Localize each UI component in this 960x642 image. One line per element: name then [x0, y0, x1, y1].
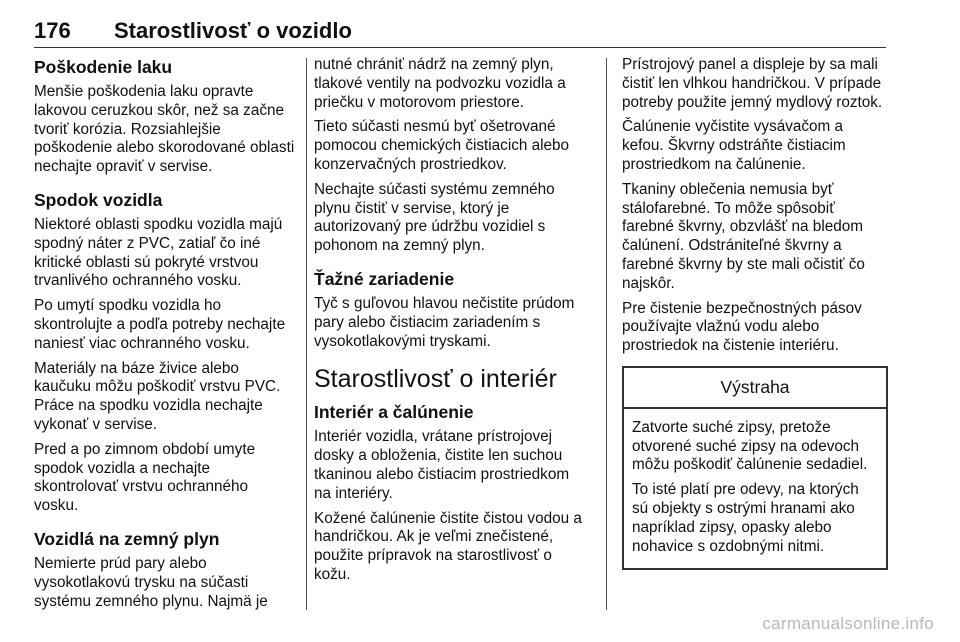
heading-interior-upholstery: Interiér a čalúnenie: [314, 402, 474, 423]
page-header: [34, 16, 886, 48]
paragraph: To isté platí pre odevy, na ktorých sú objekty s ostrými hranami ako napríklad zipsy, opasky alebo nohavice s ozdobnými nitmi.: [632, 481, 859, 555]
paragraph: Menšie poškodenia laku opravte lakovou ceruzkou skôr, než sa začne tvoriť korózia. Rozsiahlejšie poškodenie alebo skorodované oblasti nechajte opraviť v servise.: [34, 83, 295, 176]
page-number: 176: [34, 18, 71, 43]
heading-paint-damage: Poškodenie laku: [34, 57, 173, 77]
paragraph: Po umytí spodku vozidla ho skontrolujte a podľa potreby nechajte naniesť viac ochranného vosku.: [34, 297, 286, 352]
paragraph: Pre čistenie bezpečnostných pásov používajte vlažnú vodu alebo prostriedok na čistenie interiéru.: [622, 299, 862, 355]
chapter-title: Starostlivosť o vozidlo: [114, 18, 352, 43]
heading-underbody: Spodok vozidla: [34, 189, 163, 210]
paragraph: Nechajte súčasti systému zemného plynu čistiť v servise, ktorý je autorizovaný pre údržbu vozidiel s pohonom na zemný plyn.: [314, 180, 555, 255]
column-divider: [606, 58, 607, 610]
section-heading-interior-care: Starostlivosť o interiér: [314, 365, 557, 394]
warning-title: Výstraha: [624, 368, 886, 409]
watermark: carmanualsonline.info: [762, 614, 934, 633]
paragraph: nutné chrániť nádrž na zemný plyn, tlakové ventily na podvozku vozidla a priečku v motorovom priestore.: [314, 56, 566, 111]
paragraph: Nemierte prúd pary alebo vysokotlakovú trysku na súčasti systému zemného plynu. Najmä je: [34, 554, 268, 610]
paragraph: Materiály na báze živice alebo kaučuku môžu poškodiť vrstvu PVC. Práce na spodku vozidla nechajte vykonať v servise.: [34, 359, 281, 433]
column-divider: [306, 58, 307, 610]
paragraph: Zatvorte suché zipsy, pretože otvorené suché zipsy na odevoch môžu poškodiť čalúnenie sedadiel.: [632, 418, 868, 474]
paragraph: Tyč s guľovou hlavou nečistite prúdom pary alebo čistiacim zariadením s vysokotlakovými tryskami.: [314, 294, 575, 350]
paragraph: Prístrojový panel a displeje by sa mali čistiť len vlhkou handričkou. V prípade potreby použite jemný mydlový roztok.: [622, 56, 883, 111]
paragraph: Pred a po zimnom období umyte spodok vozidla a nechajte skontrolovať vrstvu ochranného vosku.: [34, 440, 256, 515]
paragraph: Interiér vozidla, vrátane prístrojovej dosky a obloženia, čistite len suchou tkaninou alebo čistiacim prostriedkom na interiéry.: [314, 428, 570, 502]
paragraph: Kožené čalúnenie čistite čistou vodou a handričkou. Ak je veľmi znečistené, použite prípravok na starostlivosť o kožu.: [314, 509, 582, 583]
column-2: [314, 56, 590, 591]
column-3: [622, 56, 888, 570]
paragraph: Tieto súčasti nesmú byť ošetrované pomocou chemických čistiacich alebo konzervačných prostriedkov.: [314, 118, 570, 173]
paragraph: Tkaniny oblečenia nemusia byť stálofarebné. To môže spôsobiť farebné škvrny, obzvlášť na bledom čalúnení. Odstrániteľné škvrny a farebné škvrny by ste mali očistiť čo najskôr.: [622, 180, 865, 292]
heading-towbar: Ťažné zariadenie: [314, 268, 455, 289]
warning-box: [622, 366, 888, 570]
warning-body: [624, 409, 886, 569]
heading-natural-gas: Vozidlá na zemný plyn: [34, 528, 220, 549]
paragraph: Čalúnenie vyčistite vysávačom a kefou. Škvrny odstráňte čistiacim prostriedkom na čalúnenie.: [622, 118, 846, 173]
column-1: [34, 56, 296, 617]
paragraph: Niektoré oblasti spodku vozidla majú spodný náter z PVC, zatiaľ čo iné kritické oblasti sú pokryté vrstvou trvanlivého ochranného vosku.: [34, 215, 283, 290]
